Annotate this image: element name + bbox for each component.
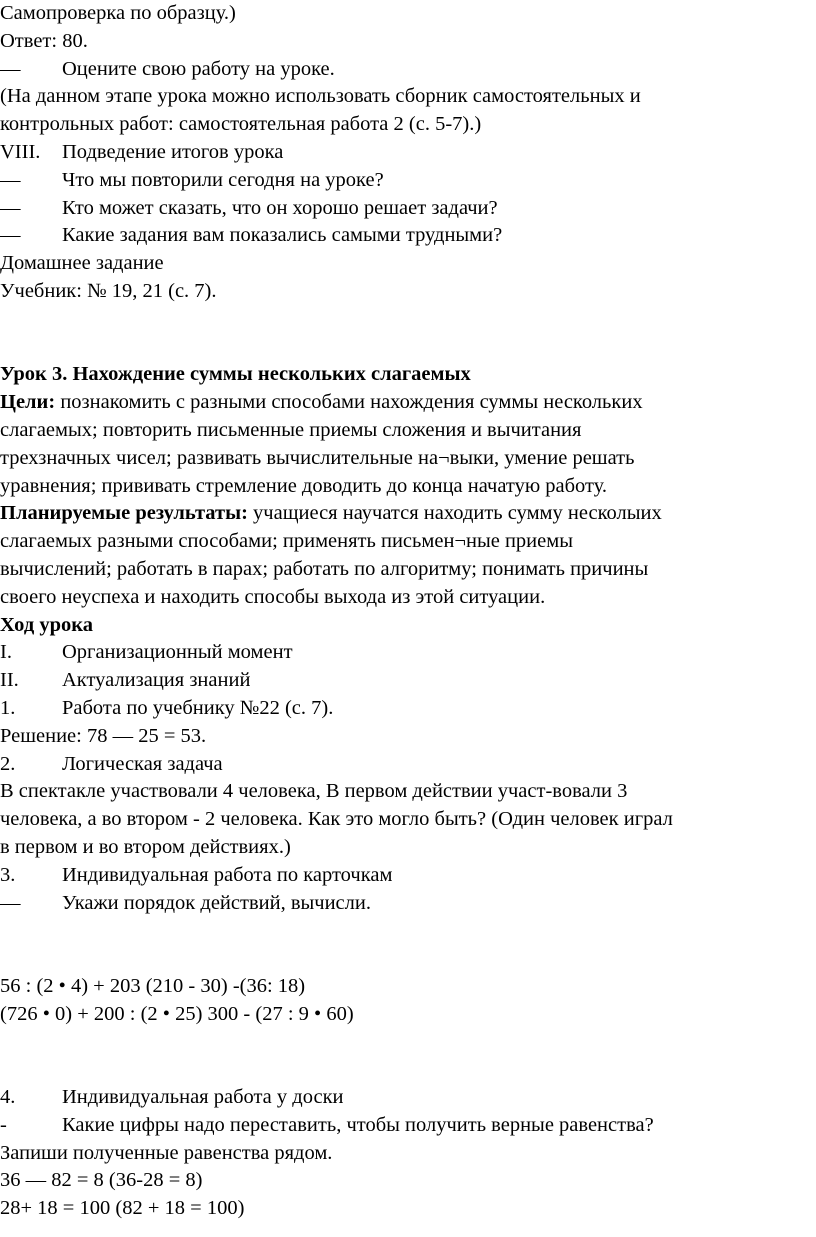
equation-line [0, 1167, 816, 1195]
spacer [0, 306, 816, 362]
list-item [0, 1084, 816, 1112]
list-marker: 3. [0, 863, 16, 886]
list-item-text: Какие задания вам показались самыми трудными? [62, 224, 503, 247]
paragraph-text: контрольных работ: самостоятельная работа 2 (с. 5-7).) [0, 113, 482, 136]
list-item-text: Кто может сказать, что он хорошо решает задачи? [62, 196, 498, 219]
list-marker: 2. [0, 752, 16, 775]
results-label: Планируемые результаты: [0, 502, 248, 525]
list-marker: 4. [0, 1086, 16, 1109]
goals-text: уравнения; прививать стремление доводить до конца начатую работу. [0, 474, 608, 497]
expression-text: (726 • 0) + 200 : (2 • 25) 300 - (27 : 9 • 60) [0, 1002, 354, 1025]
list-item [0, 890, 816, 918]
paragraph-text: человека, а во втором - 2 человека. Как это могло быть? (Один человек играл [0, 808, 673, 831]
list-item [0, 56, 816, 84]
list-item-text: Работа по учебнику №22 (с. 7). [62, 696, 334, 719]
expression-line [0, 1001, 816, 1029]
list-item-text: Что мы повторили сегодня на уроке? [62, 168, 384, 191]
goals-line [0, 473, 816, 501]
results-text: своего неуспеха и находить способы выхода из этой ситуации. [0, 585, 546, 608]
section-item [0, 667, 816, 695]
list-marker: — [0, 57, 21, 80]
paragraph-text: В спектакле участвовали 4 человека, В первом действии участ-вовали 3 [0, 780, 628, 803]
text-line [0, 0, 816, 28]
goals-text: трехзначных чисел; развивать вычислительные на¬выки, умение решать [0, 446, 635, 469]
goals-line [0, 417, 816, 445]
expression-text: 56 : (2 • 4) + 203 (210 - 30) -(36: 18) [0, 974, 306, 997]
equation-line [0, 1195, 816, 1223]
homework-line [0, 278, 816, 306]
results-text: вычислений; работать в парах; работать по алгоритму; понимать причины [0, 557, 649, 580]
paragraph-text: Домашнее задание [0, 252, 164, 275]
paragraph-text: Учебник: № 19, 21 (с. 7). [0, 279, 217, 302]
section-item-text: Актуализация знаний [62, 669, 251, 692]
list-item-text: Оцените свою работу на уроке. [62, 57, 335, 80]
goals-line [0, 445, 816, 473]
course-heading-text: Ход урока [0, 613, 93, 636]
list-item [0, 222, 816, 250]
lesson-title-text: Урок 3. Нахождение суммы нескольких слагаемых [0, 363, 471, 386]
spacer [0, 1028, 816, 1084]
results-line [0, 556, 816, 584]
list-marker: II. [0, 669, 19, 692]
section-item [0, 639, 816, 667]
list-item-text: Какие цифры надо переставить, чтобы получить верные равенства? [62, 1113, 654, 1136]
list-item [0, 695, 816, 723]
spacer [0, 917, 816, 973]
text-line [0, 778, 816, 806]
list-item [0, 167, 816, 195]
list-item-text: Индивидуальная работа по карточкам [62, 863, 393, 886]
answer-line [0, 28, 816, 56]
text-line [0, 834, 816, 862]
course-heading [0, 612, 816, 640]
section-item [0, 139, 816, 167]
equation-text: 28+ 18 = 100 (82 + 18 = 100) [0, 1197, 245, 1220]
text-line [0, 806, 816, 834]
paragraph-text: в первом и во втором действиях.) [0, 835, 291, 858]
goals-text: познакомить с разными способами нахождения суммы нескольких [55, 391, 643, 414]
results-text: слагаемых разными способами; применять письмен¬ные приемы [0, 530, 573, 553]
paragraph-text: Запиши полученные равенства рядом. [0, 1141, 333, 1164]
results-line [0, 584, 816, 612]
list-marker: — [0, 196, 21, 219]
answer-text: Ответ: 80. [0, 29, 88, 52]
paragraph-text: (На данном этапе урока можно использовать сборник самостоятельных и [0, 85, 641, 108]
list-marker: 1. [0, 696, 16, 719]
goals-line [0, 389, 816, 417]
section-item-text: Подведение итогов урока [62, 140, 284, 163]
results-line [0, 500, 816, 528]
list-item [0, 862, 816, 890]
paragraph-text: Самопроверка по образцу.) [0, 2, 236, 24]
text-line [0, 111, 816, 139]
text-line [0, 83, 816, 111]
list-item [0, 1112, 816, 1140]
list-item [0, 195, 816, 223]
results-text: учащиеся научатся находить сумму несколыих [247, 502, 662, 525]
homework-heading [0, 250, 816, 278]
list-item-text: Логическая задача [62, 752, 223, 775]
paragraph-text: Решение: 78 — 25 = 53. [0, 724, 207, 747]
list-item [0, 751, 816, 779]
goals-text: слагаемых; повторить письменные приемы сложения и вычитания [0, 418, 582, 441]
list-marker: — [0, 224, 21, 247]
solution-line [0, 723, 816, 751]
goals-label: Цели: [0, 391, 56, 414]
section-item-text: Организационный момент [62, 641, 293, 664]
list-marker: VIII. [0, 140, 41, 163]
expression-line [0, 973, 816, 1001]
list-marker: I. [0, 641, 12, 664]
list-item-text: Индивидуальная работа у доски [62, 1086, 344, 1109]
text-line [0, 1140, 816, 1168]
results-line [0, 528, 816, 556]
list-item-text: Укажи порядок действий, вычисли. [62, 891, 371, 914]
equation-text: 36 — 82 = 8 (36-28 = 8) [0, 1169, 203, 1192]
list-marker: - [0, 1113, 7, 1136]
lesson-title [0, 361, 816, 389]
list-marker: — [0, 168, 21, 191]
list-marker: — [0, 891, 21, 914]
